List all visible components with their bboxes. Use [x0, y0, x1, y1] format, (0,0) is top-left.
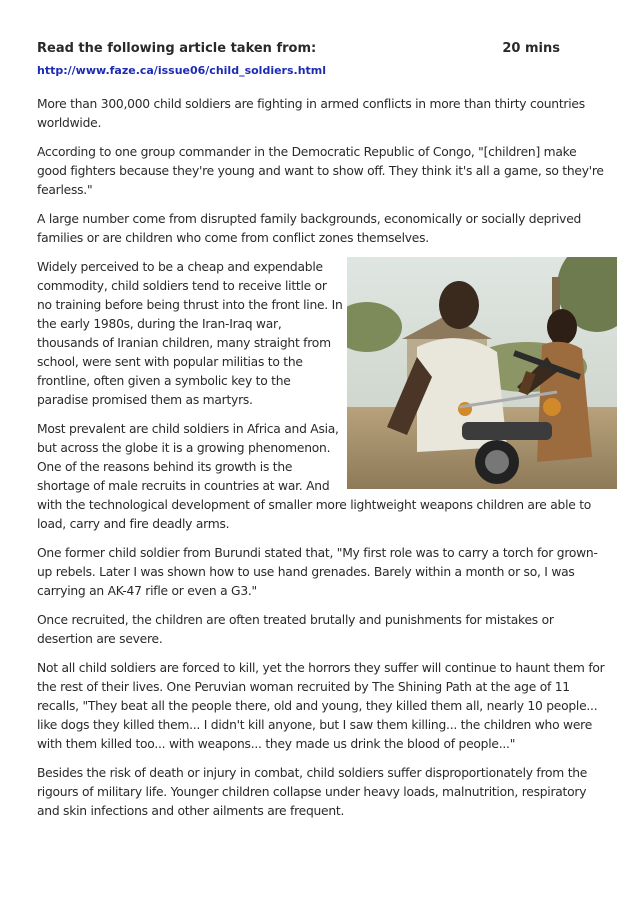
paragraph-1: More than 300,000 child soldiers are fighting in armed conflicts in more than thirty countries worldwide.: [37, 97, 585, 130]
source-url[interactable]: http://www.faze.ca/issue06/child_soldiers.html: [37, 64, 327, 77]
paragraph-9: Besides the risk of death or injury in combat, child soldiers suffer disproportionately from the rigours of military life. Younger children collapse under heavy loads, malnutrition, respiratory and skin infections and other ailments are frequent.: [37, 766, 588, 818]
paragraph-4: Widely perceived to be a cheap and expendable commodity, child soldiers tend to receive little or no training before being thrust into the front line. In the early 1980s, during the Iran-Iraq war, thousands of Iranian children, many straight from school, were sent with popular militias to the frontline, often given a symbolic key to the paradise promised them as martyrs.: [37, 260, 343, 407]
time-allowance: 20 mins: [502, 41, 560, 56]
reading-instruction: Read the following article taken from:: [37, 41, 317, 56]
header: [37, 41, 560, 57]
child-soldier-photo: [347, 257, 617, 489]
paragraph-8: Not all child soldiers are forced to kill, yet the horrors they suffer will continue to haunt them for the rest of their lives. One Peruvian woman recruited by The Shining Path at the age of 11 recalls, "They beat all the people there, old and young, they killed them all, nearly 10 people... like dogs they killed them... I didn't kill anyone, but I saw them killing... the children who were with them killed too... with weapons... they made us drink the blood of people...": [37, 661, 605, 751]
article-body: [37, 95, 609, 831]
paragraph-3: A large number come from disrupted family backgrounds, economically or socially deprived families or are children who come from conflict zones themselves.: [37, 212, 582, 245]
paragraph-7: Once recruited, the children are often treated brutally and punishments for mistakes or desertion are severe.: [37, 613, 554, 646]
article-photo: [347, 257, 617, 489]
paragraph-2: According to one group commander in the Democratic Republic of Congo, "[children] make good fighters because they're young and want to show off. They think it's all a game, so they're fearless.": [37, 145, 604, 197]
paragraph-5: Most prevalent are child soldiers in Africa and Asia, but across the globe it is a growing phenomenon. One of the reasons behind its growth is the shortage of male recruits in countries at war. And with the technological development of smaller more lightweight weapons children are able to load, carry and fire deadly arms.: [37, 422, 592, 531]
paragraph-6: One former child soldier from Burundi stated that, "My first role was to carry a torch for grown-up rebels. Later I was shown how to use hand grenades. Barely within a month or so, I was carrying an AK-47 rifle or even a G3.": [37, 546, 598, 598]
